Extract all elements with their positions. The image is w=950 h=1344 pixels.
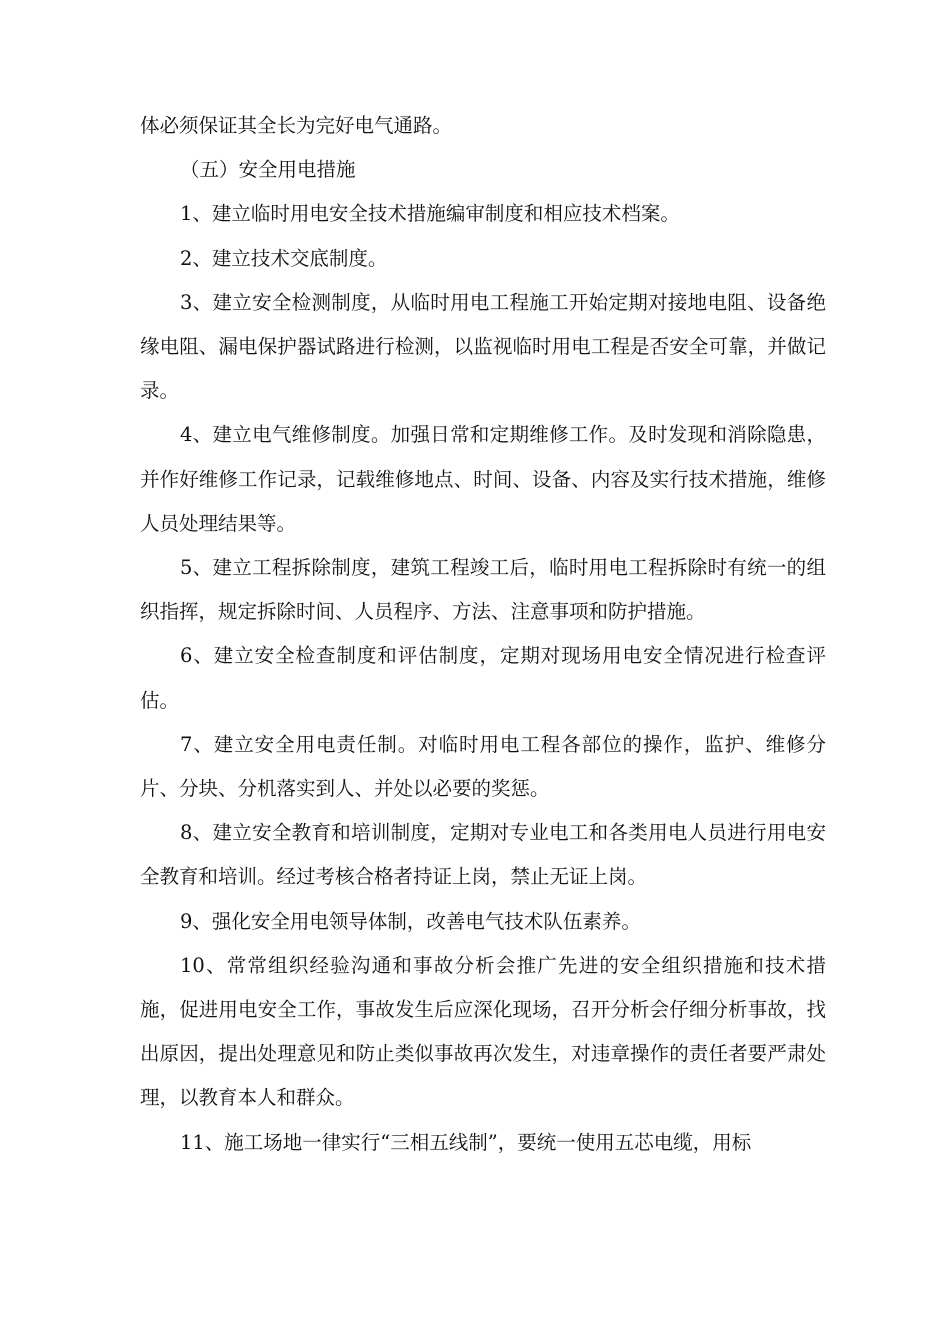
paragraph-item-1: 1、建立临时用电安全技术措施编审制度和相应技术档案。 — [179, 202, 680, 226]
paragraph-item-4: 4、建立电气维修制度。加强日常和定期维修工作。及时发现和消除隐患，并作好维修工作记录，记载维修地点、时间、设备、内容及实行技术措施，维修人员处理结果等。 — [140, 423, 826, 535]
paragraph-item-10: 10、常常组织经验沟通和事故分析会推广先进的安全组织措施和技术措施，促进用电安全工作，事故发生后应深化现场，召开分析会仔细分析事故，找出原因，提出处理意见和防止类似事故再次发生，对违章操作的责任者要严肃处理，以教育本人和群众。 — [140, 953, 826, 1110]
paragraph-item-5: 5、建立工程拆除制度，建筑工程竣工后，临时用电工程拆除时有统一的组织指挥，规定拆除时间、人员程序、方法、注意事项和防护措施。 — [140, 556, 826, 624]
paragraph-continuation: 体必须保证其全长为完好电气通路。 — [140, 114, 453, 137]
paragraph-item-3: 3、建立安全检测制度，从临时用电工程施工开始定期对接地电阻、设备绝缘电阻、漏电保护器试路进行检测，以监视临时用电工程是否安全可靠，并做记录。 — [140, 290, 826, 403]
document-body — [140, 104, 826, 1165]
section-heading-safe-electricity-measures: （五）安全用电措施 — [179, 158, 356, 182]
paragraph-item-11: 11、施工场地一律实行“三相五线制”，要统一使用五芯电缆，用标 — [179, 1130, 752, 1154]
paragraph-item-8: 8、建立安全教育和培训制度，定期对专业电工和各类用电人员进行用电安全教育和培训。经过考核合格者持证上岗，禁止无证上岗。 — [140, 821, 826, 889]
paragraph-item-9: 9、强化安全用电领导体制，改善电气技术队伍素养。 — [179, 909, 641, 933]
paragraph-item-6: 6、建立安全检查制度和评估制度，定期对现场用电安全情况进行检查评估。 — [140, 644, 826, 712]
paragraph-item-2: 2、建立技术交底制度。 — [179, 246, 388, 270]
paragraph-item-7: 7、建立安全用电责任制。对临时用电工程各部位的操作，监护、维修分片、分块、分机落实到人、并处以必要的奖惩。 — [140, 732, 826, 801]
